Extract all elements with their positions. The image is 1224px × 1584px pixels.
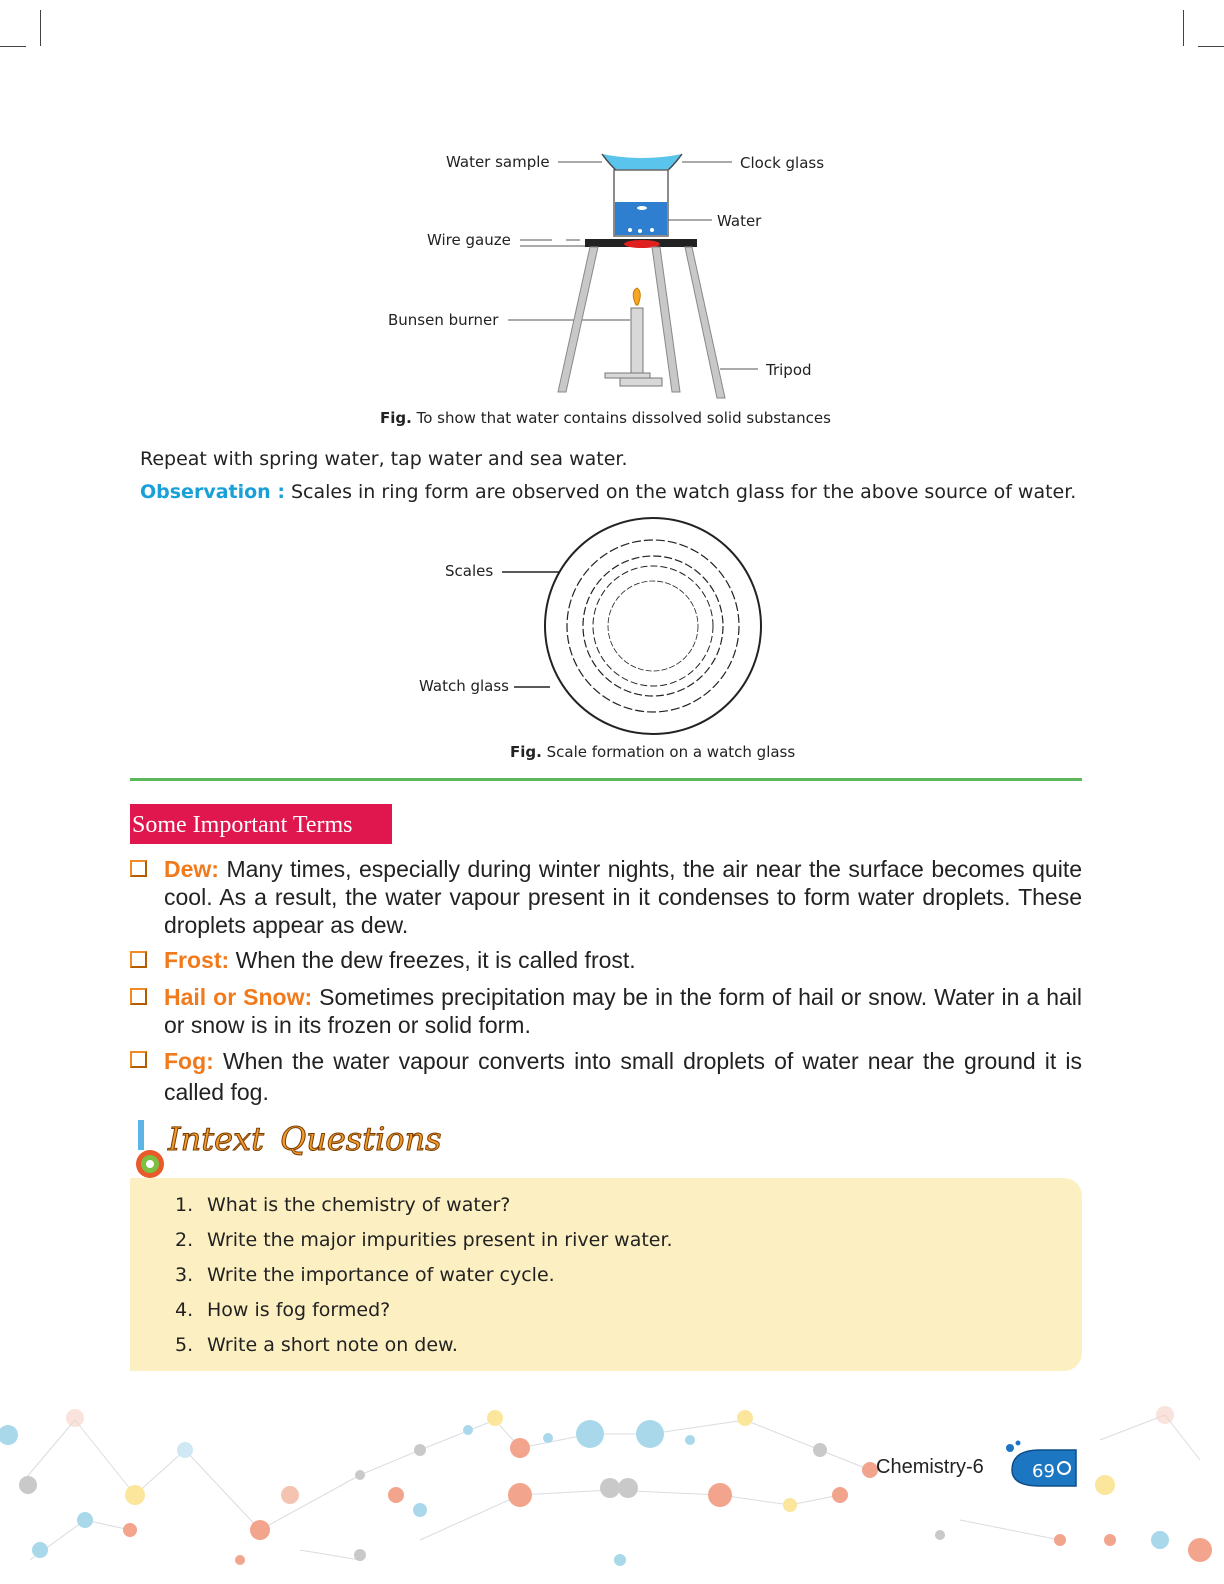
- label-water-sample: Water sample: [446, 153, 550, 171]
- observation: [140, 481, 1076, 503]
- observation-text: Scales in ring form are observed on the watch glass for the above source of water.: [290, 481, 1077, 503]
- caption-text: Scale formation on a watch glass: [546, 743, 796, 761]
- question-item: 4. How is fog formed?: [175, 1299, 391, 1321]
- label-scales: Scales: [445, 562, 494, 580]
- crop-mark: [40, 10, 41, 46]
- page-number: 69: [1032, 1461, 1055, 1482]
- checkbox-bullet-icon: [130, 988, 147, 1005]
- caption-text: To show that water contains dissolved solid substances: [416, 409, 831, 427]
- label-clock-glass: Clock glass: [740, 154, 825, 172]
- term-text: Many times, especially during winter nights, the air near the surface becomes quite cool. As a result, the water vapour present in it condenses to form water droplets. These droplets appear as dew.: [164, 856, 1082, 938]
- term-text: Sometimes precipitation may be in the form of hail or snow. Water in a hail or snow is in its frozen or solid form.: [164, 984, 1083, 1038]
- term-label: Dew:: [164, 856, 219, 882]
- checkbox-bullet-icon: [130, 1051, 147, 1068]
- observation-heading: Observation :: [140, 481, 285, 503]
- figure-watch-glass: [410, 515, 810, 745]
- checkbox-bullet-icon: [130, 860, 147, 877]
- crop-mark: [1183, 10, 1184, 46]
- term-text: When the dew freezes, it is called frost.: [235, 947, 636, 973]
- flask-icon: [132, 1118, 172, 1178]
- question-item: 3. Write the importance of water cycle.: [175, 1264, 555, 1286]
- term-dew: [130, 855, 1082, 939]
- crop-mark: [0, 46, 26, 47]
- question-item: 2. Write the major impurities present in river water.: [175, 1229, 673, 1251]
- checkbox-bullet-icon: [130, 951, 147, 968]
- figure-apparatus: [380, 140, 860, 405]
- label-wire-gauze: Wire gauze: [427, 231, 511, 249]
- question-item: 5. Write a short note on dew.: [175, 1334, 458, 1356]
- crop-mark: [1198, 46, 1224, 47]
- label-tripod: Tripod: [766, 361, 812, 379]
- figure1-caption: [380, 409, 831, 427]
- figure2-caption: [510, 743, 795, 761]
- term-label: Hail or Snow:: [164, 984, 313, 1010]
- watch-glass-diagram: [410, 515, 810, 745]
- term-label: Frost:: [164, 947, 230, 973]
- term-frost: [130, 946, 1082, 974]
- term-hail-snow: [130, 983, 1082, 1039]
- terms-heading: Some Important Terms: [130, 804, 392, 844]
- title-word-questions: Questions: [280, 1120, 442, 1158]
- term-label: Fog:: [164, 1048, 214, 1074]
- label-bunsen-burner: Bunsen burner: [388, 311, 499, 329]
- label-watch-glass: Watch glass: [419, 677, 509, 695]
- section-divider: [130, 778, 1082, 781]
- subject-label: Chemistry-6: [876, 1456, 984, 1478]
- title-word-intext: Intext: [168, 1120, 264, 1158]
- repeat-text: Repeat with spring water, tap water and sea water.: [140, 448, 628, 470]
- term-text: When the water vapour converts into small droplets of water near the ground it is called fog.: [164, 1048, 1083, 1105]
- label-water: Water: [717, 212, 762, 230]
- question-item: 1. What is the chemistry of water?: [175, 1194, 511, 1216]
- caption-prefix: Fig.: [380, 409, 412, 427]
- term-fog: [130, 1046, 1082, 1108]
- intext-questions-title: [132, 1116, 552, 1186]
- caption-prefix: Fig.: [510, 743, 542, 761]
